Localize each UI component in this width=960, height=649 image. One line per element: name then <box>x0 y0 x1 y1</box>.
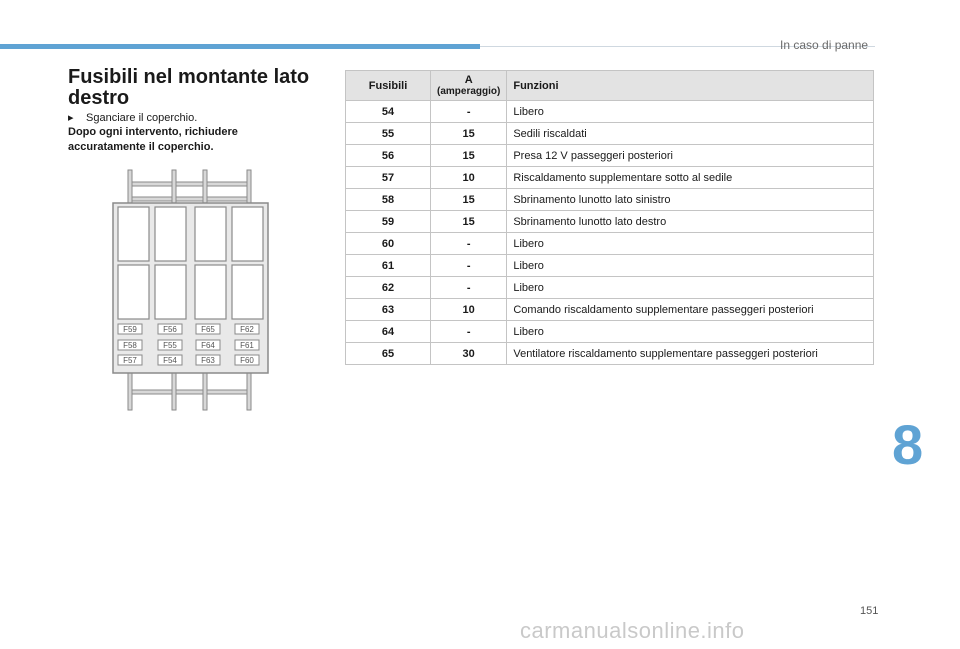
function-cell: Comando riscaldamento supplementare passeggeri posteriori <box>507 299 874 321</box>
table-row <box>346 145 874 167</box>
fuse-table-body <box>346 101 874 365</box>
table-row <box>346 211 874 233</box>
table-row <box>346 189 874 211</box>
fuse-label: F54 <box>163 356 177 365</box>
fuse-label: F55 <box>163 341 177 350</box>
table-row <box>346 167 874 189</box>
instruction-step <box>68 111 197 124</box>
amperage-cell: - <box>431 277 507 299</box>
fuse-label: F58 <box>123 341 137 350</box>
closing-note: Dopo ogni intervento, richiudere accuratamente il coperchio. <box>68 126 238 153</box>
fuse-number-cell: 60 <box>346 233 431 255</box>
amperage-cell: 15 <box>431 211 507 233</box>
table-header-row <box>346 71 874 101</box>
header-fuse: Fusibili <box>346 71 431 101</box>
header-accent-bar <box>0 44 480 49</box>
fuse-number-cell: 58 <box>346 189 431 211</box>
amperage-cell: 30 <box>431 343 507 365</box>
bottom-connector <box>128 370 251 410</box>
fuse-number-cell: 61 <box>346 255 431 277</box>
table-row <box>346 255 874 277</box>
amperage-cell: - <box>431 101 507 123</box>
page-number: 151 <box>860 605 879 617</box>
fuse-label: F62 <box>240 325 254 334</box>
fuse-label: F56 <box>163 325 177 334</box>
function-cell: Presa 12 V passeggeri posteriori <box>507 145 874 167</box>
watermark: carmanualsonline.info <box>520 618 745 643</box>
instruction-text: Sganciare il coperchio. <box>86 112 198 124</box>
amperage-cell: - <box>431 233 507 255</box>
function-cell: Libero <box>507 255 874 277</box>
function-cell: Sedili riscaldati <box>507 123 874 145</box>
table-row <box>346 299 874 321</box>
fuse-label: F57 <box>123 356 137 365</box>
fuse-table <box>345 70 874 365</box>
fuse-number-cell: 59 <box>346 211 431 233</box>
function-cell: Libero <box>507 233 874 255</box>
amperage-cell: - <box>431 255 507 277</box>
table-row <box>346 123 874 145</box>
fuse-number-cell: 57 <box>346 167 431 189</box>
fuse-number-cell: 65 <box>346 343 431 365</box>
header-amperage-top: A <box>464 74 473 86</box>
fuse-label: F65 <box>201 325 215 334</box>
amperage-cell: 15 <box>431 145 507 167</box>
fuse-label: F60 <box>240 356 254 365</box>
header-amperage-sub: (amperaggio) <box>437 86 501 97</box>
function-cell: Riscaldamento supplementare sotto al sedile <box>507 167 874 189</box>
page-heading: Fusibili nel montante lato destro <box>68 66 310 109</box>
amperage-cell: 15 <box>431 123 507 145</box>
table-row <box>346 321 874 343</box>
fuse-box-diagram <box>110 165 272 413</box>
amperage-cell: 15 <box>431 189 507 211</box>
fuse-number-cell: 54 <box>346 101 431 123</box>
table-row <box>346 101 874 123</box>
function-cell: Libero <box>507 277 874 299</box>
fuse-number-cell: 62 <box>346 277 431 299</box>
fuse-label: F61 <box>240 341 254 350</box>
table-row <box>346 277 874 299</box>
fuse-label: F64 <box>201 341 215 350</box>
function-cell: Sbrinamento lunotto lato destro <box>507 211 874 233</box>
function-cell: Libero <box>507 321 874 343</box>
function-cell: Sbrinamento lunotto lato sinistro <box>507 189 874 211</box>
fuse-label: F63 <box>201 356 215 365</box>
amperage-cell: 10 <box>431 167 507 189</box>
chapter-number: 8 <box>892 413 924 476</box>
header-amperage <box>431 71 507 101</box>
fuse-number-cell: 64 <box>346 321 431 343</box>
arrow-bullet-icon: ▸ <box>68 112 74 124</box>
header-function: Funzioni <box>507 71 874 101</box>
fuse-number-cell: 56 <box>346 145 431 167</box>
function-cell: Libero <box>507 101 874 123</box>
fuse-number-cell: 55 <box>346 123 431 145</box>
section-title: In caso di panne <box>780 38 869 52</box>
fuse-number-cell: 63 <box>346 299 431 321</box>
fuse-label: F59 <box>123 325 137 334</box>
amperage-cell: 10 <box>431 299 507 321</box>
function-cell: Ventilatore riscaldamento supplementare passeggeri posteriori <box>507 343 874 365</box>
table-row <box>346 233 874 255</box>
amperage-cell: - <box>431 321 507 343</box>
table-row <box>346 343 874 365</box>
